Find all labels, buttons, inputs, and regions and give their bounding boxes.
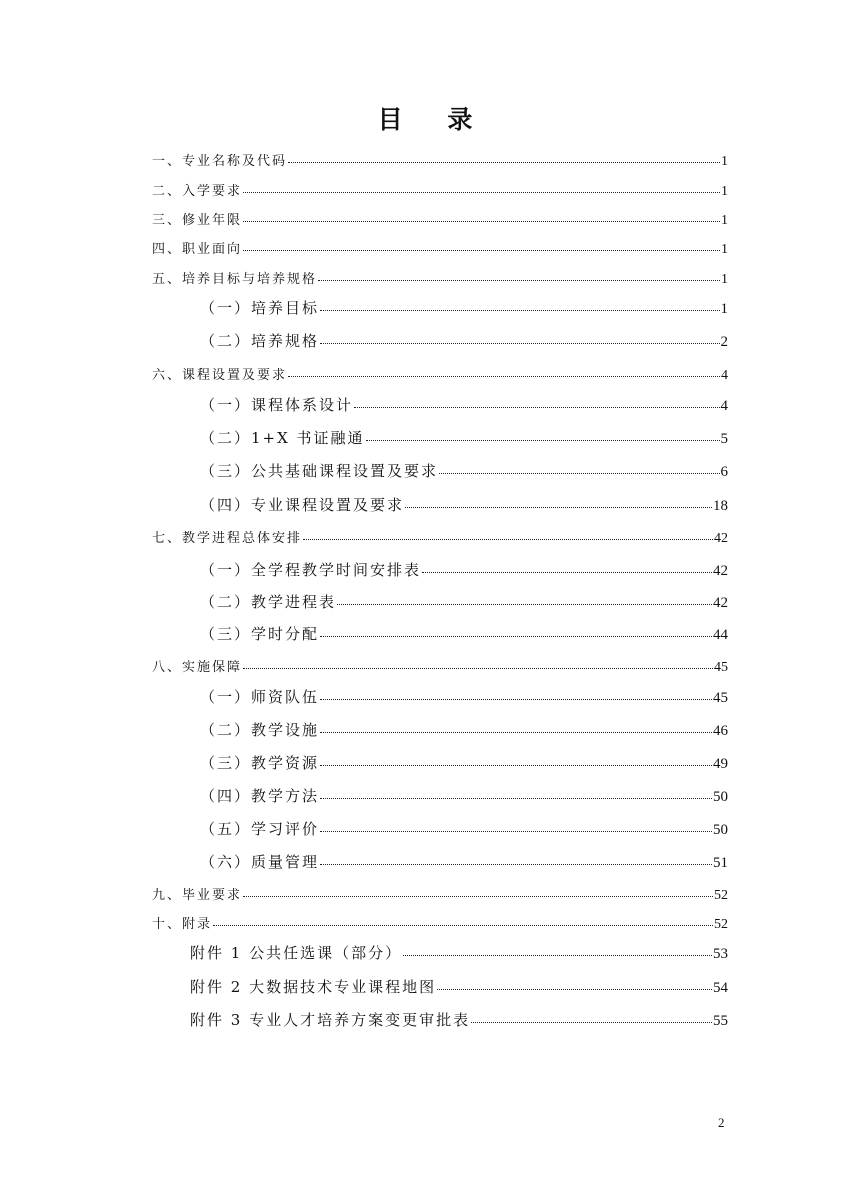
toc-entry-label: 附件 2 大数据技术专业课程地图 xyxy=(190,978,437,996)
toc-entry-page: 50 xyxy=(713,789,728,805)
toc-entry-label: 五、培养目标与培养规格 xyxy=(152,272,318,287)
toc-leader-dots xyxy=(243,191,720,193)
toc-entry[interactable] xyxy=(200,818,728,839)
toc-entry-page: 4 xyxy=(720,398,728,414)
toc-entry-label: 三、修业年限 xyxy=(152,213,243,228)
toc-entry[interactable] xyxy=(200,297,728,318)
toc-leader-dots xyxy=(422,571,712,573)
toc-entry-label: （三）教学资源 xyxy=(200,754,320,772)
toc-entry[interactable] xyxy=(200,785,728,806)
toc-leader-dots xyxy=(354,406,719,408)
toc-entry-page: 1 xyxy=(721,213,728,228)
toc-leader-dots xyxy=(288,375,720,377)
toc-entry[interactable] xyxy=(190,1009,728,1030)
toc-leader-dots xyxy=(288,161,720,163)
toc-leader-dots xyxy=(320,863,712,865)
toc-leader-dots xyxy=(243,220,720,222)
toc-entry-page: 46 xyxy=(713,723,728,739)
page-number: 2 xyxy=(718,1115,725,1130)
toc-leader-dots xyxy=(320,797,712,799)
toc-entry-label: （六）质量管理 xyxy=(200,853,320,871)
toc-entry-page: 1 xyxy=(721,272,728,287)
toc-entry-page: 45 xyxy=(713,690,728,706)
toc-entry-label: （二）1+X 书证融通 xyxy=(200,429,365,447)
toc-leader-dots xyxy=(213,924,713,926)
toc-leader-dots xyxy=(320,635,712,637)
toc-entry-label: （二）教学进程表 xyxy=(200,593,337,611)
toc-leader-dots xyxy=(318,279,720,281)
toc-entry-page: 44 xyxy=(713,627,728,643)
toc-entry[interactable] xyxy=(152,364,728,384)
toc-entry[interactable] xyxy=(190,942,728,963)
toc-entry[interactable] xyxy=(152,656,728,676)
toc-leader-dots xyxy=(366,439,720,441)
toc-entry[interactable] xyxy=(152,238,728,258)
toc-entry-page: 42 xyxy=(713,563,728,579)
toc-leader-dots xyxy=(320,764,712,766)
toc-entry[interactable] xyxy=(200,591,728,612)
toc-entry[interactable] xyxy=(200,559,728,580)
toc-leader-dots xyxy=(471,1021,712,1023)
toc-entry[interactable] xyxy=(152,150,728,170)
toc-entry-label: 二、入学要求 xyxy=(152,184,243,199)
toc-leader-dots xyxy=(243,895,713,897)
toc-entry-label: 附件 1 公共任选课（部分） xyxy=(190,944,403,962)
toc-entry-label: 十、附录 xyxy=(152,917,213,932)
toc-entry[interactable] xyxy=(200,851,728,872)
toc-entry-page: 52 xyxy=(714,888,728,903)
toc-entry-label: 八、实施保障 xyxy=(152,660,243,675)
toc-entry-page: 5 xyxy=(720,431,728,447)
toc-entry[interactable] xyxy=(200,394,728,415)
toc-entry-page: 1 xyxy=(721,154,728,169)
toc-title: 目 录 xyxy=(377,105,491,134)
toc-entry-page: 53 xyxy=(713,946,728,962)
toc-entry-label: （三）学时分配 xyxy=(200,625,320,643)
toc-entry-label: （二）教学设施 xyxy=(200,721,320,739)
toc-entry-page: 1 xyxy=(721,242,728,257)
toc-entry-page: 1 xyxy=(721,184,728,199)
toc-entry-label: 六、课程设置及要求 xyxy=(152,368,288,383)
toc-entry-page: 52 xyxy=(714,917,728,932)
toc-entry-page: 54 xyxy=(713,980,728,996)
toc-entry-label: （四）专业课程设置及要求 xyxy=(200,496,405,514)
toc-entry[interactable] xyxy=(152,180,728,200)
toc-leader-dots xyxy=(405,506,712,508)
toc-entry[interactable] xyxy=(200,623,728,644)
toc-entry-label: （一）全学程教学时间安排表 xyxy=(200,561,422,579)
toc-entry-label: （一）课程体系设计 xyxy=(200,396,354,414)
toc-entry[interactable] xyxy=(152,913,728,933)
toc-entry-label: 四、职业面向 xyxy=(152,242,243,257)
toc-entry[interactable] xyxy=(200,752,728,773)
toc-leader-dots xyxy=(320,309,719,311)
toc-entry-page: 55 xyxy=(713,1013,728,1029)
toc-entry-page: 45 xyxy=(714,660,728,675)
toc-entry[interactable] xyxy=(200,719,728,740)
toc-entry-page: 42 xyxy=(713,595,728,611)
toc-leader-dots xyxy=(320,830,712,832)
toc-entry-label: （一）师资队伍 xyxy=(200,688,320,706)
toc-leader-dots xyxy=(303,538,713,540)
toc-entry[interactable] xyxy=(200,686,728,707)
toc-entry[interactable] xyxy=(152,527,728,547)
toc-entry-page: 2 xyxy=(720,334,728,350)
toc-entry-page: 49 xyxy=(713,756,728,772)
toc-entry-page: 1 xyxy=(720,301,728,317)
toc-entry[interactable] xyxy=(200,427,728,448)
toc-entry-label: 七、教学进程总体安排 xyxy=(152,531,303,546)
toc-leader-dots xyxy=(243,667,713,669)
toc-leader-dots xyxy=(439,472,719,474)
toc-entry-page: 18 xyxy=(713,498,728,514)
toc-leader-dots xyxy=(403,954,712,956)
toc-entry-label: 附件 3 专业人才培养方案变更审批表 xyxy=(190,1011,471,1029)
toc-entry-page: 6 xyxy=(720,464,728,480)
toc-entry-page: 4 xyxy=(721,368,728,383)
toc-leader-dots xyxy=(243,249,720,251)
toc-entry-label: （三）公共基础课程设置及要求 xyxy=(200,462,439,480)
toc-entry[interactable] xyxy=(200,460,728,481)
toc-entry[interactable] xyxy=(152,884,728,904)
toc-leader-dots xyxy=(320,698,712,700)
toc-entry[interactable] xyxy=(152,209,728,229)
toc-entry-label: 九、毕业要求 xyxy=(152,888,243,903)
toc-leader-dots xyxy=(437,988,712,990)
toc-entry-page: 50 xyxy=(713,822,728,838)
toc-entry-label: （五）学习评价 xyxy=(200,820,320,838)
toc-entry[interactable] xyxy=(200,494,728,515)
toc-entry-label: （一）培养目标 xyxy=(200,299,320,317)
toc-entry-label: （二）培养规格 xyxy=(200,332,320,350)
toc-entry-page: 42 xyxy=(714,531,728,546)
toc-entry[interactable] xyxy=(190,976,728,997)
toc-entry-page: 51 xyxy=(713,855,728,871)
toc-entry-label: 一、专业名称及代码 xyxy=(152,154,288,169)
toc-entry-label: （四）教学方法 xyxy=(200,787,320,805)
toc-entry[interactable] xyxy=(152,268,728,288)
toc-entry[interactable] xyxy=(200,330,728,351)
toc-leader-dots xyxy=(337,603,712,605)
toc-leader-dots xyxy=(320,731,712,733)
toc-leader-dots xyxy=(320,342,719,344)
